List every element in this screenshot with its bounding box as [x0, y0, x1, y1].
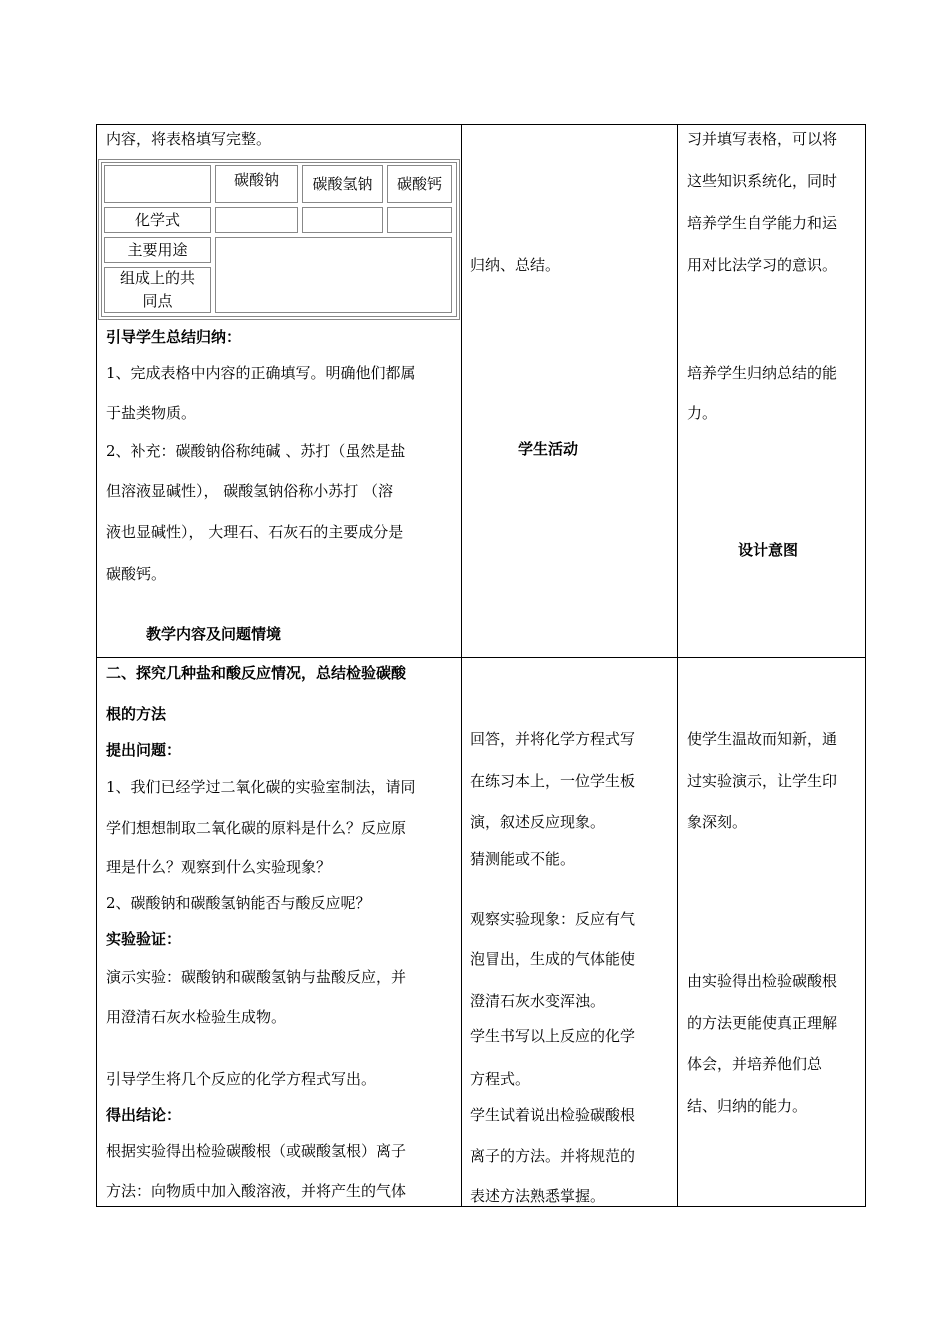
blank-header-cell [104, 165, 211, 203]
guide-line: 于盐类物质。 [106, 404, 197, 422]
row-label-common-composition: 组成上的共同点 [104, 267, 211, 313]
guide-line: 1、完成表格中内容的正确填写。明确他们都属 [106, 364, 416, 382]
design-line: 力。 [687, 404, 718, 422]
student-activity-line: 离子的方法。并将规范的 [470, 1147, 636, 1165]
student-activity-line: 泡冒出，生成的气体能使 [470, 950, 636, 968]
column-header-design-intent: 设计意图 [738, 541, 799, 559]
guide-line: 2、补充：碳酸钠俗称纯碱 、苏打（虽然是盐 [106, 442, 406, 460]
formula-cell-1 [215, 207, 298, 233]
column-divider-2 [677, 124, 678, 1207]
question-line: 理是什么？观察到什么实验现象？ [106, 858, 332, 876]
student-activity-line: 演，叙述反应现象。 [470, 813, 606, 831]
guide-line: 碳酸钙。 [106, 565, 167, 583]
column-header-student-activity: 学生活动 [518, 440, 579, 458]
guide-title: 引导学生总结归纳： [106, 328, 242, 346]
question-title: 提出问题： [106, 741, 182, 759]
guide-line: 但溶液显碱性）， 碳酸氢钠俗称小苏打 （溶 [106, 482, 394, 500]
guide-equation-line: 引导学生将几个反应的化学方程式写出。 [106, 1070, 377, 1088]
student-activity-line: 表述方法熟悉掌握。 [470, 1187, 606, 1205]
table-left-border [96, 124, 97, 1207]
student-activity-line: 回答，并将化学方程式写 [470, 730, 636, 748]
row-divider [96, 657, 866, 658]
question-line: 2、碳酸钠和碳酸氢钠能否与酸反应呢？ [106, 894, 371, 912]
formula-cell-3 [387, 207, 452, 233]
design-intent-line: 象深刻。 [687, 813, 748, 831]
student-activity-line: 澄清石灰水变浑浊。 [470, 992, 606, 1010]
student-activity-line: 猜测能或不能。 [470, 850, 576, 868]
table-top-border [96, 124, 866, 125]
verify-line: 用澄清石灰水检验生成物。 [106, 1008, 287, 1026]
header-cell-sodium-bicarbonate: 碳酸氢钠 [302, 165, 383, 203]
row-label-uses: 主要用途 [104, 237, 211, 263]
uses-and-composition-merged-cell [215, 237, 452, 313]
section-title: 二、探究几种盐和酸反应情况，总结检验碳酸 [106, 664, 407, 682]
section-title-continued: 根的方法 [106, 705, 167, 723]
table-right-border [865, 124, 866, 1207]
formula-cell-2 [302, 207, 383, 233]
student-activity-line: 学生书写以上反应的化学 [470, 1027, 636, 1045]
design-intent-line: 使学生温故而知新，通 [687, 730, 838, 748]
design-intent-line: 由实验得出检验碳酸根 [687, 972, 838, 990]
verify-line: 演示实验：碳酸钠和碳酸氢钠与盐酸反应，并 [106, 968, 407, 986]
design-intent-line: 结、归纳的能力。 [687, 1097, 808, 1115]
design-intent-line: 过实验演示，让学生印 [687, 772, 838, 790]
intro-text: 内容，将表格填写完整。 [106, 130, 272, 148]
row-label-formula: 化学式 [104, 207, 211, 233]
design-line: 培养学生自学能力和运 [687, 214, 838, 232]
header-cell-calcium-carbonate: 碳酸钙 [387, 165, 452, 203]
verify-title: 实验验证： [106, 930, 182, 948]
design-intent-line: 体会，并培养他们总 [687, 1055, 823, 1073]
student-activity-line: 方程式。 [470, 1070, 531, 1088]
conclusion-line: 根据实验得出检验碳酸根（或碳酸氢根）离子 [106, 1142, 407, 1160]
design-line: 用对比法学习的意识。 [687, 256, 838, 274]
question-line: 1、我们已经学过二氧化碳的实验室制法，请同 [106, 778, 416, 796]
student-activity-line: 学生试着说出检验碳酸根 [470, 1106, 636, 1124]
design-line: 这些知识系统化，同时 [687, 172, 838, 190]
conclusion-title: 得出结论： [106, 1106, 182, 1124]
question-line: 学们想想制取二氧化碳的原料是什么？反应原 [106, 819, 407, 837]
student-activity-line: 在练习本上，一位学生板 [470, 772, 636, 790]
student-summary-text: 归纳、总结。 [470, 256, 561, 274]
column-divider-1 [461, 124, 462, 1207]
design-intent-line: 的方法更能使真正理解 [687, 1014, 838, 1032]
conclusion-line: 方法：向物质中加入酸溶液，并将产生的气体 [106, 1182, 407, 1200]
column-header-teaching-content: 教学内容及问题情境 [146, 625, 282, 643]
guide-line: 液也显碱性）， 大理石、石灰石的主要成分是 [106, 523, 404, 541]
header-cell-sodium-carbonate: 碳酸钠 [215, 165, 298, 203]
design-line: 习并填写表格，可以将 [687, 130, 838, 148]
table-bottom-border [96, 1206, 866, 1207]
student-activity-line: 观察实验现象：反应有气 [470, 910, 636, 928]
design-line: 培养学生归纳总结的能 [687, 364, 838, 382]
